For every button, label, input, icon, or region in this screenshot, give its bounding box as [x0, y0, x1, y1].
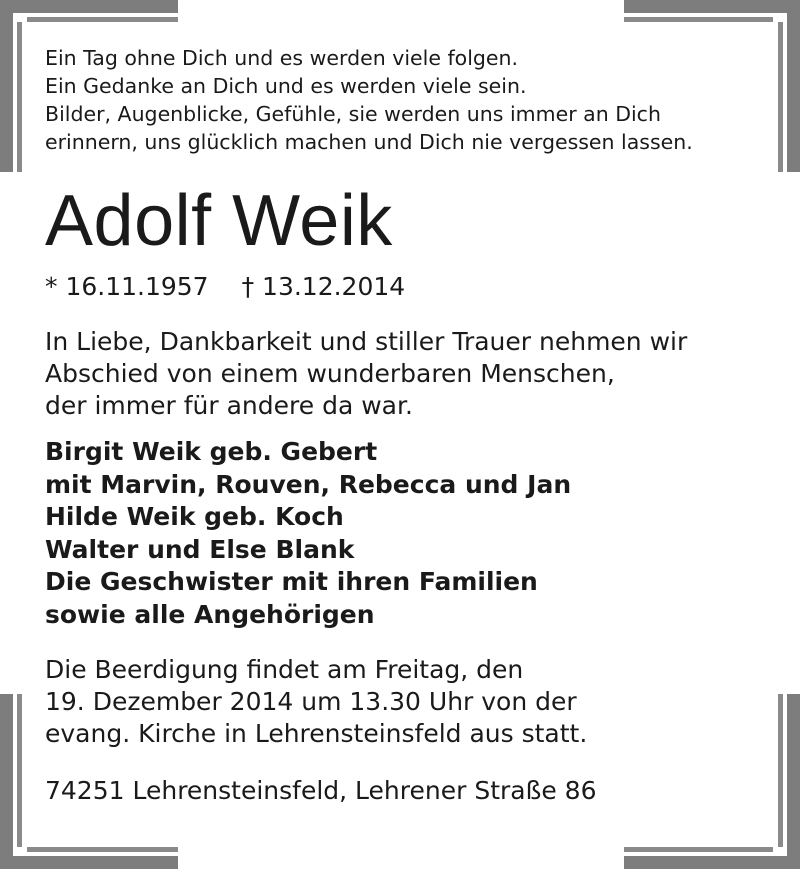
frame-corner-top-left-inner [27, 17, 178, 22]
poem-line: erinnern, uns glücklich machen und Dich nie vergessen lassen. [45, 130, 693, 154]
mourners-list [45, 436, 765, 631]
poem-line: Ein Gedanke an Dich und es werden viele sein. [45, 74, 527, 98]
funeral-info [45, 654, 765, 750]
intro-line: Abschied von einem wunderbaren Menschen, [45, 359, 615, 388]
funeral-line: Die Beerdigung findet am Freitag, den [45, 655, 524, 684]
mourner-line: mit Marvin, Rouven, Rebecca und Jan [45, 469, 572, 499]
obituary-notice [45, 44, 765, 807]
mourner-line: Birgit Weik geb. Gebert [45, 437, 378, 466]
frame-corner-top-left-inner [17, 22, 22, 172]
mourner-line: Walter und Else Blank [45, 534, 355, 564]
intro-line: In Liebe, Dankbarkeit und stiller Trauer nehmen wir [45, 327, 688, 356]
frame-corner-bottom-left [0, 856, 178, 869]
frame-corner-top-left [0, 0, 13, 172]
frame-corner-bottom-right-inner [624, 847, 773, 852]
frame-corner-bottom-left-inner [17, 694, 22, 847]
frame-corner-bottom-right [624, 856, 800, 869]
mourner-line: Hilde Weik geb. Koch [45, 502, 344, 531]
funeral-line: 19. Dezember 2014 um 13.30 Uhr von der [45, 687, 577, 716]
poem-line: Ein Tag ohne Dich und es werden viele folgen. [45, 46, 519, 70]
frame-corner-top-right-inner [778, 22, 783, 172]
mourner-line: Die Geschwister mit ihren Familien [45, 567, 538, 596]
family-address: 74251 Lehrensteinsfeld, Lehrener Straße 86 [45, 776, 597, 805]
poem-line: Bilder, Augenblicke, Gefühle, sie werden uns immer an Dich [45, 102, 661, 126]
life-dates [45, 272, 765, 302]
funeral-line: evang. Kirche in Lehrensteinsfeld aus statt. [45, 719, 588, 748]
poem [45, 44, 765, 156]
frame-corner-bottom-right [787, 694, 800, 869]
frame-corner-top-right [787, 0, 800, 172]
death-date: † 13.12.2014 [241, 272, 406, 301]
frame-corner-bottom-right-inner [778, 694, 783, 847]
frame-corner-top-right [624, 0, 800, 13]
mourner-line: sowie alle Angehörigen [45, 599, 375, 629]
intro-text [45, 326, 765, 422]
frame-corner-bottom-left-inner [27, 847, 178, 852]
intro-line: der immer für andere da war. [45, 391, 413, 420]
frame-corner-top-left [0, 0, 178, 13]
deceased-name: Adolf Weik [45, 181, 393, 261]
frame-corner-bottom-left [0, 694, 13, 869]
birth-date: * 16.11.1957 [45, 272, 209, 301]
frame-corner-top-right-inner [624, 17, 773, 22]
